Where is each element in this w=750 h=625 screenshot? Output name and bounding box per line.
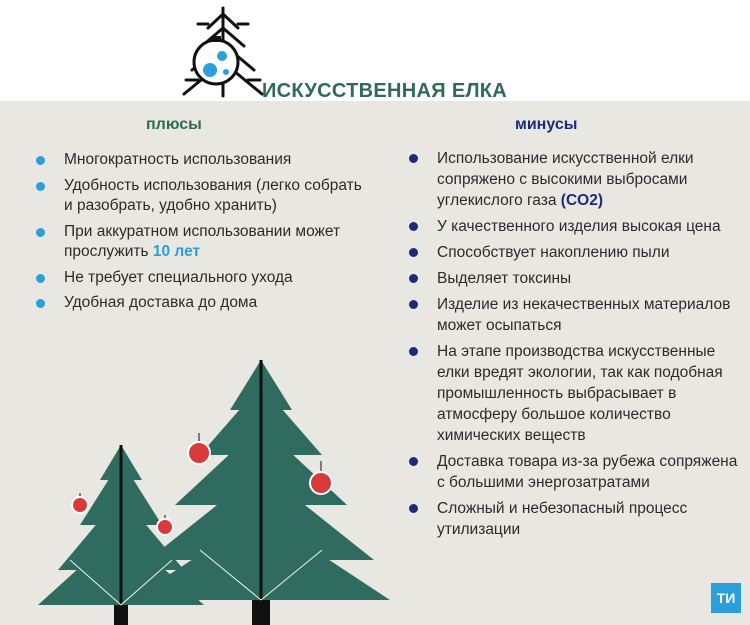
- bullet-icon: [409, 347, 418, 356]
- cons-list: [409, 148, 744, 545]
- page-title: ИСКУССТВЕННАЯ ЕЛКА: [262, 80, 508, 102]
- pros-heading: плюсы: [146, 116, 202, 133]
- highlight-term: (CO2): [560, 192, 603, 209]
- list-item: Удобность использования (легко собрать и разобрать, удобно хранить): [36, 176, 366, 217]
- pros-list: [36, 150, 366, 319]
- bullet-icon: [36, 182, 45, 191]
- bullet-icon: [409, 457, 418, 466]
- christmas-trees-illustration: [30, 355, 390, 625]
- bullet-icon: [409, 248, 418, 257]
- list-item: У качественного изделия высокая цена: [409, 216, 744, 237]
- publisher-logo: ТИ: [711, 583, 741, 613]
- bullet-icon: [409, 274, 418, 283]
- list-item: Многократность использования: [36, 150, 366, 171]
- list-item: При аккуратном использовании может прослужить 10 лет: [36, 222, 366, 263]
- bullet-icon: [409, 222, 418, 231]
- bullet-icon: [36, 228, 45, 237]
- highlight-term: 10 лет: [152, 243, 201, 260]
- bullet-icon: [409, 300, 418, 309]
- cons-heading: минусы: [515, 116, 578, 133]
- list-item: Удобная доставка до дома: [36, 293, 366, 314]
- bullet-icon: [409, 154, 418, 163]
- tree-logo-icon: [178, 6, 268, 100]
- bullet-icon: [409, 504, 418, 513]
- bullet-icon: [36, 274, 45, 283]
- list-item: На этапе производства искусственные елки вредят экологии, так как подобная промышленность выбрасывает в атмосферу большое количество химических веществ: [409, 341, 744, 446]
- list-item: Использование искусственной елки сопряжено с высокими выбросами углекислого газа (CO2): [409, 148, 744, 211]
- list-item: Изделие из некачественных материалов может осыпаться: [409, 294, 744, 336]
- list-item: Не требует специального ухода: [36, 268, 366, 289]
- list-item: Выделяет токсины: [409, 268, 744, 289]
- list-item: Доставка товара из-за рубежа сопряжена с большими энергозатратами: [409, 451, 744, 493]
- list-item: Способствует накоплению пыли: [409, 242, 744, 263]
- large-tree-icon: [130, 360, 390, 625]
- bullet-icon: [36, 299, 45, 308]
- bullet-icon: [36, 156, 45, 165]
- list-item: Сложный и небезопасный процесс утилизации: [409, 498, 744, 540]
